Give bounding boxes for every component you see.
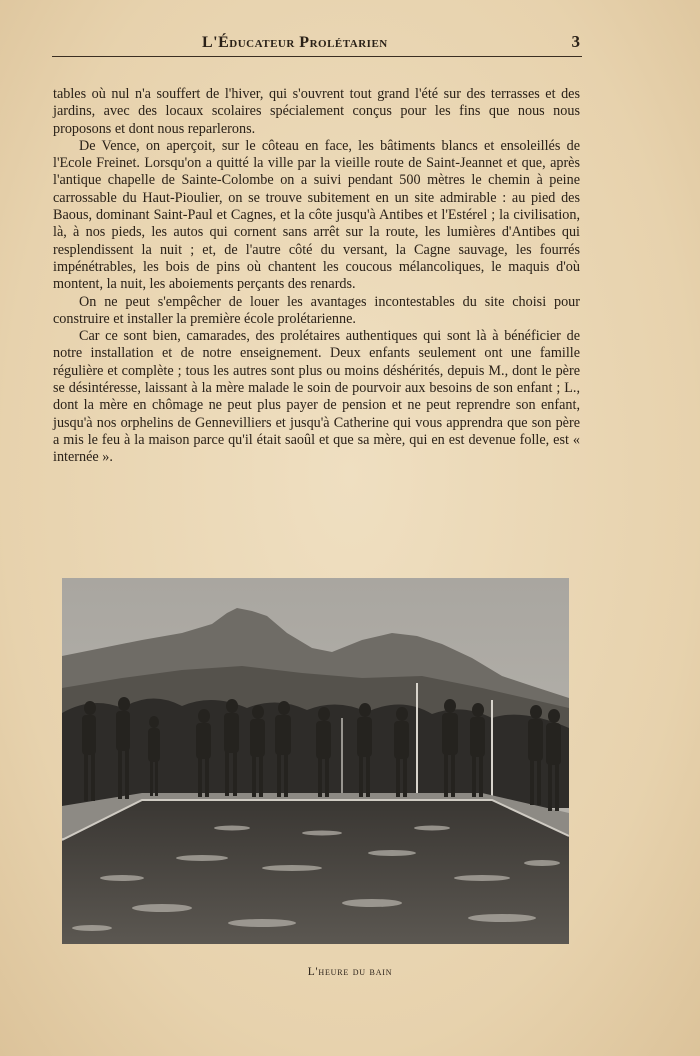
paragraph-4: Car ce sont bien, camarades, des prolétaires authentiques qui sont là à bénéficier de notre installation et de notre enseignement. Deux enfants seulement ont une famille régulière et complète ; tous les autres sont plus ou moins déshérités, depuis M., dont le père se désintéresse, laissant à la mère malade le soin de pourvoir aux besoins de son enfant ; L., dont la mère en chômage ne peut plus payer de pension et ne peut reprendre son enfant, jusqu'à nos orphelins de Gennevilliers et jusqu'à Catherine qui vous apprendra que son père a mis le feu à la maison parce qu'il était saoûl et que sa mère, qui en est devenue folle, est « internée ». — [53, 328, 580, 466]
pool-photograph — [62, 578, 569, 944]
paragraph-2: De Vence, on aperçoit, sur le côteau en face, les bâtiments blancs et ensoleillés de l'Ecole Freinet. Lorsqu'on a quitté la ville par la vieille route de Saint-Jeannet et que, après l'antique chapelle de Sainte-Colombe on a suivi pendant 500 mètres le chemin à peine carrossable du Haut-Pioulier, on se trouve subitement en un site admirable : au pied des Baous, dominant Saint-Paul et Cagnes, et la côte jusqu'à Antibes et l'Estérel ; la civilisation, là, à nos pieds, les autos qui cornent sans arrêt sur la route, les lumières d'Antibes qui resplendissent la nuit ; et, de l'autre côté du versant, la Cagne sauvage, les fourrés impénétrables, les bois de pins où chantent les coucous mélancoliques, le maquis d'où montent, la nuit, les aboiements perçants des renards. — [53, 137, 580, 293]
paragraph-1: tables où nul n'a souffert de l'hiver, qui s'ouvrent tout grand l'été sur des terrasses et des jardins, avec des locaux scolaires spécialement conçus pour les fins que nous nous proposons et dont nous reparlerons. — [53, 86, 580, 137]
page-number: 3 — [571, 32, 580, 51]
journal-title: L'Éducateur Prolétarien — [202, 34, 388, 51]
paragraph-3: On ne peut s'empêcher de louer les avantages incontestables du site choisi pour construire et installer la première école prolétarienne. — [53, 293, 580, 327]
pool-photograph-image — [62, 578, 569, 944]
running-header — [52, 30, 582, 57]
article-body — [53, 86, 580, 467]
photo-caption: L'heure du bain — [307, 966, 393, 978]
